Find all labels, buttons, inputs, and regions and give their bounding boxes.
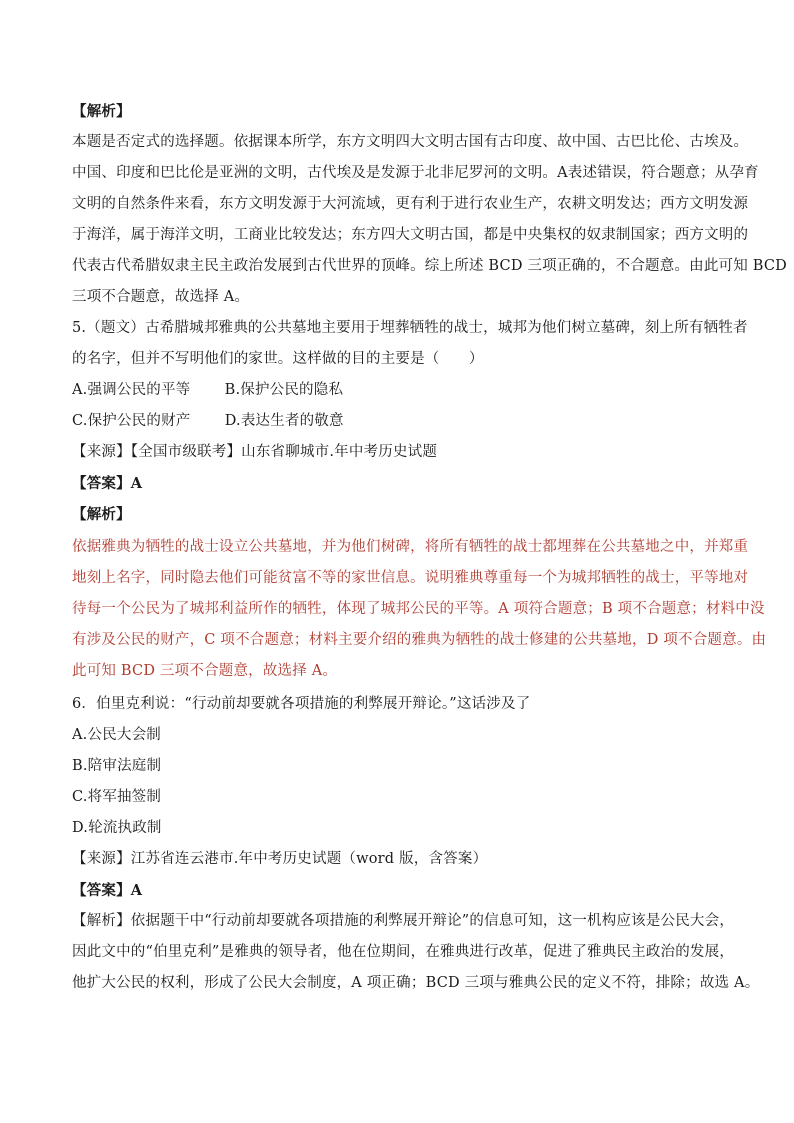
q5-answer: 【答案】A: [72, 475, 143, 492]
q5-option-row: A.强调公民的平等 B.保护公民的隐私: [72, 382, 344, 398]
q5-analysis-label: 【解析】: [72, 506, 131, 523]
q4-analysis-line: 代表古代希腊奴隶主民主政治发展到古代世界的顶峰。综上所述 BCD 三项正确的，不合题意。由此可知 BCD: [72, 258, 788, 274]
q5-question-line: 的名字，但并不写明他们的家世。这样做的目的主要是（ ）: [72, 351, 484, 367]
q6-option: A.公民大会制: [72, 727, 161, 743]
q6-question: 6．伯里克利说：“行动前却要就各项措施的利弊展开辩论。”这话涉及了: [72, 696, 531, 712]
q5-analysis-line: 待每一个公民为了城邦利益所作的牺牲，体现了城邦公民的平等。A 项符合题意；B 项不合题意；材料中没: [72, 601, 765, 617]
q4-analysis-line: 于海洋，属于海洋文明，工商业比较发达；东方四大文明古国，都是中央集权的奴隶制国家；西方文明的: [72, 227, 749, 243]
q6-analysis-line: 【解析】依据题干中“行动前却要就各项措施的利弊展开辩论”的信息可知，这一机构应该是公民大会，: [72, 913, 735, 929]
q4-analysis-line: 文明的自然条件来看，东方文明发源于大河流域，更有利于进行农业生产，农耕文明发达；西方文明发源: [72, 196, 749, 212]
q4-analysis-line: 中国、印度和巴比伦是亚洲的文明，古代埃及是发源于北非尼罗河的文明。A表述错误，符合题意；从孕育: [72, 165, 759, 181]
q6-source: 【来源】江苏省连云港市.年中考历史试题（word 版，含答案）: [72, 851, 488, 867]
document-page: [72, 96, 788, 999]
q4-analysis-label: 【解析】: [72, 103, 131, 120]
q5-analysis-line: 有涉及公民的财产，C 项不合题意；材料主要介绍的雅典为牺牲的战士修建的公共墓地，D 项不合题意。由: [72, 632, 767, 648]
q5-analysis-line: 地刻上名字，同时隐去他们可能贫富不等的家世信息。说明雅典尊重每一个为城邦牺牲的战士，平等地对: [72, 570, 749, 586]
q6-analysis-line: 因此文中的“伯里克利”是雅典的领导者，他在位期间，在雅典进行改革，促进了雅典民主政治的发展，: [72, 944, 735, 960]
q5-source: 【来源】【全国市级联考】山东省聊城市.年中考历史试题: [72, 444, 438, 460]
q6-answer: 【答案】A: [72, 882, 143, 899]
q6-option: B.陪审法庭制: [72, 758, 162, 774]
q5-option-row: C.保护公民的财产 D.表达生者的敬意: [72, 413, 344, 429]
q5-analysis-line: 依据雅典为牺牲的战士设立公共墓地，并为他们树碑，将所有牺牲的战士都埋葬在公共墓地之中，并郑重: [72, 539, 749, 555]
q6-analysis-line: 他扩大公民的权利，形成了公民大会制度，A 项正确；BCD 三项与雅典公民的定义不符，排除；故选 A。: [72, 975, 760, 991]
q6-option: D.轮流执政制: [72, 820, 162, 836]
q4-analysis-line: 本题是否定式的选择题。依据课本所学，东方文明四大文明古国有古印度、故中国、古巴比伦、古埃及。: [72, 134, 749, 150]
q4-analysis-line: 三项不合题意，故选择 A。: [72, 289, 250, 305]
q5-question-line: 5.（题文）古希腊城邦雅典的公共墓地主要用于埋葬牺牲的战士，城邦为他们树立墓碑，刻上所有牺牲者: [72, 320, 748, 336]
q5-analysis-line: 此可知 BCD 三项不合题意，故选择 A。: [72, 663, 338, 679]
q6-option: C.将军抽签制: [72, 789, 162, 805]
